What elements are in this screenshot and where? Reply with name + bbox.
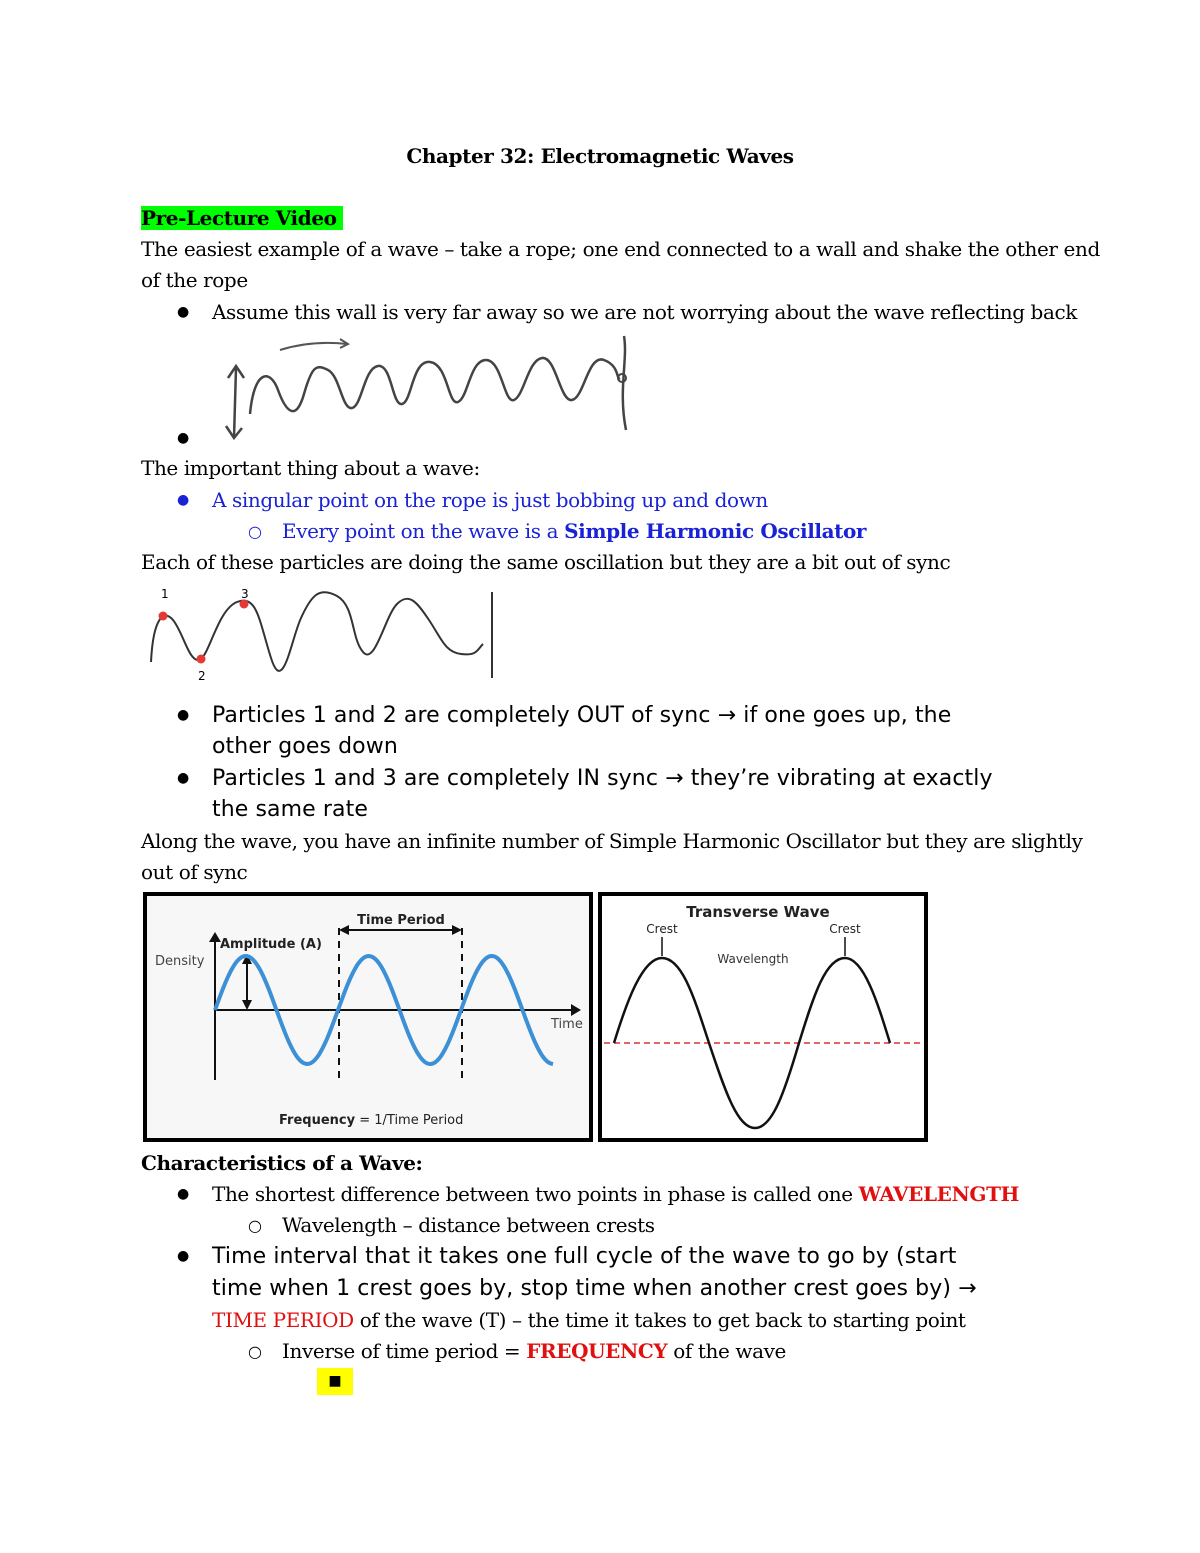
intro-line-1: The easiest example of a wave – take a rope; one end connected to a wall and shake the other end: [141, 237, 1100, 261]
section-label-text: Pre-Lecture Video: [141, 206, 343, 230]
bullet-shortest: [212, 1179, 1019, 1210]
sub-inverse-prefix: Inverse of time period =: [282, 1339, 527, 1363]
sub-wavelength: Wavelength – distance between crests: [282, 1213, 655, 1237]
bullet-time-line-2: time when 1 crest goes by, stop time when another crest goes by) →: [212, 1276, 977, 1301]
important-label: The important thing about a wave:: [141, 456, 480, 480]
bullet-wall: Assume this wall is very far away so we are not worrying about the wave reflecting back: [212, 300, 1078, 324]
sub-every-bold: Simple Harmonic Oscillator: [564, 519, 867, 543]
section-label: [141, 203, 343, 234]
sub-inverse-suffix: of the wave: [667, 1339, 786, 1363]
bullet-dot: ●: [177, 304, 190, 320]
characteristics-label: Characteristics of a Wave:: [141, 1151, 423, 1175]
transverse-wave-diagram: [598, 892, 928, 1142]
bullet-shortest-text: The shortest difference between two points in phase is called one: [212, 1182, 859, 1206]
sub-inverse: [282, 1336, 786, 1367]
bullet-dot: ●: [177, 770, 190, 786]
particle-2-dot: [197, 655, 206, 664]
bullet-dot: ●: [177, 707, 190, 723]
wavelength-term: WAVELENGTH: [858, 1182, 1020, 1206]
bullet-dot: ●: [177, 1248, 190, 1264]
crest-left-label: Crest: [646, 922, 678, 936]
bullet-dot: ●: [177, 430, 190, 446]
time-period-diagram: [143, 892, 593, 1142]
particles-wave-sketch: [141, 580, 501, 690]
page-title: Chapter 32: Electromagnetic Waves: [406, 144, 794, 168]
density-label: Density: [155, 954, 205, 969]
particle-2-label: 2: [198, 669, 206, 683]
particle-1-dot: [159, 612, 168, 621]
frequency-formula: [279, 1113, 463, 1128]
transverse-wave-title: Transverse Wave: [686, 903, 830, 921]
bullet-in-sync-line-2: the same rate: [212, 797, 368, 822]
sub-bullet-circle: ○: [248, 1342, 262, 1361]
bullet-dot: ●: [177, 492, 190, 508]
along-line-1: Along the wave, you have an infinite number of Simple Harmonic Oscillator but they are slightly: [141, 829, 1083, 853]
along-line-2: out of sync: [141, 860, 248, 884]
frequency-word: Frequency: [279, 1113, 356, 1128]
particle-3-label: 3: [241, 587, 249, 601]
sub-every-prefix: Every point on the wave is a: [282, 519, 565, 543]
bullet-singular-point: A singular point on the rope is just bobbing up and down: [212, 488, 768, 512]
intro-line-2: of the rope: [141, 268, 248, 292]
amplitude-label: Amplitude (A): [220, 937, 322, 952]
time-axis-label: Time: [551, 1017, 583, 1032]
particles-intro: Each of these particles are doing the same oscillation but they are a bit out of sync: [141, 550, 951, 574]
time-period-rest: of the wave (T) – the time it takes to get back to starting point: [353, 1308, 966, 1332]
sub-bullet-circle: ○: [248, 522, 262, 541]
time-period-line: [212, 1305, 966, 1336]
wavelength-label: Wavelength: [717, 952, 789, 966]
particle-1-label: 1: [161, 587, 169, 601]
bullet-out-sync-line-1: Particles 1 and 2 are completely OUT of sync → if one goes up, the: [212, 703, 952, 728]
frequency-rest: = 1/Time Period: [355, 1113, 464, 1128]
sub-bullet-circle: ○: [248, 1216, 262, 1235]
frequency-term: FREQUENCY: [526, 1339, 668, 1363]
bullet-time-line-1: Time interval that it takes one full cycle of the wave to go by (start: [212, 1244, 957, 1269]
bullet-dot: ●: [177, 1186, 190, 1202]
bullet-out-sync-line-2: other goes down: [212, 734, 398, 759]
sub-every-point: [282, 516, 866, 547]
bullet-in-sync-line-1: Particles 1 and 3 are completely IN sync → they’re vibrating at exactly: [212, 766, 993, 791]
time-period-term: TIME PERIOD: [212, 1308, 354, 1332]
time-period-label: Time Period: [357, 913, 445, 928]
crest-right-label: Crest: [829, 922, 861, 936]
rope-wave-sketch: [212, 330, 642, 445]
highlighted-square-bullet: ■: [317, 1368, 353, 1395]
